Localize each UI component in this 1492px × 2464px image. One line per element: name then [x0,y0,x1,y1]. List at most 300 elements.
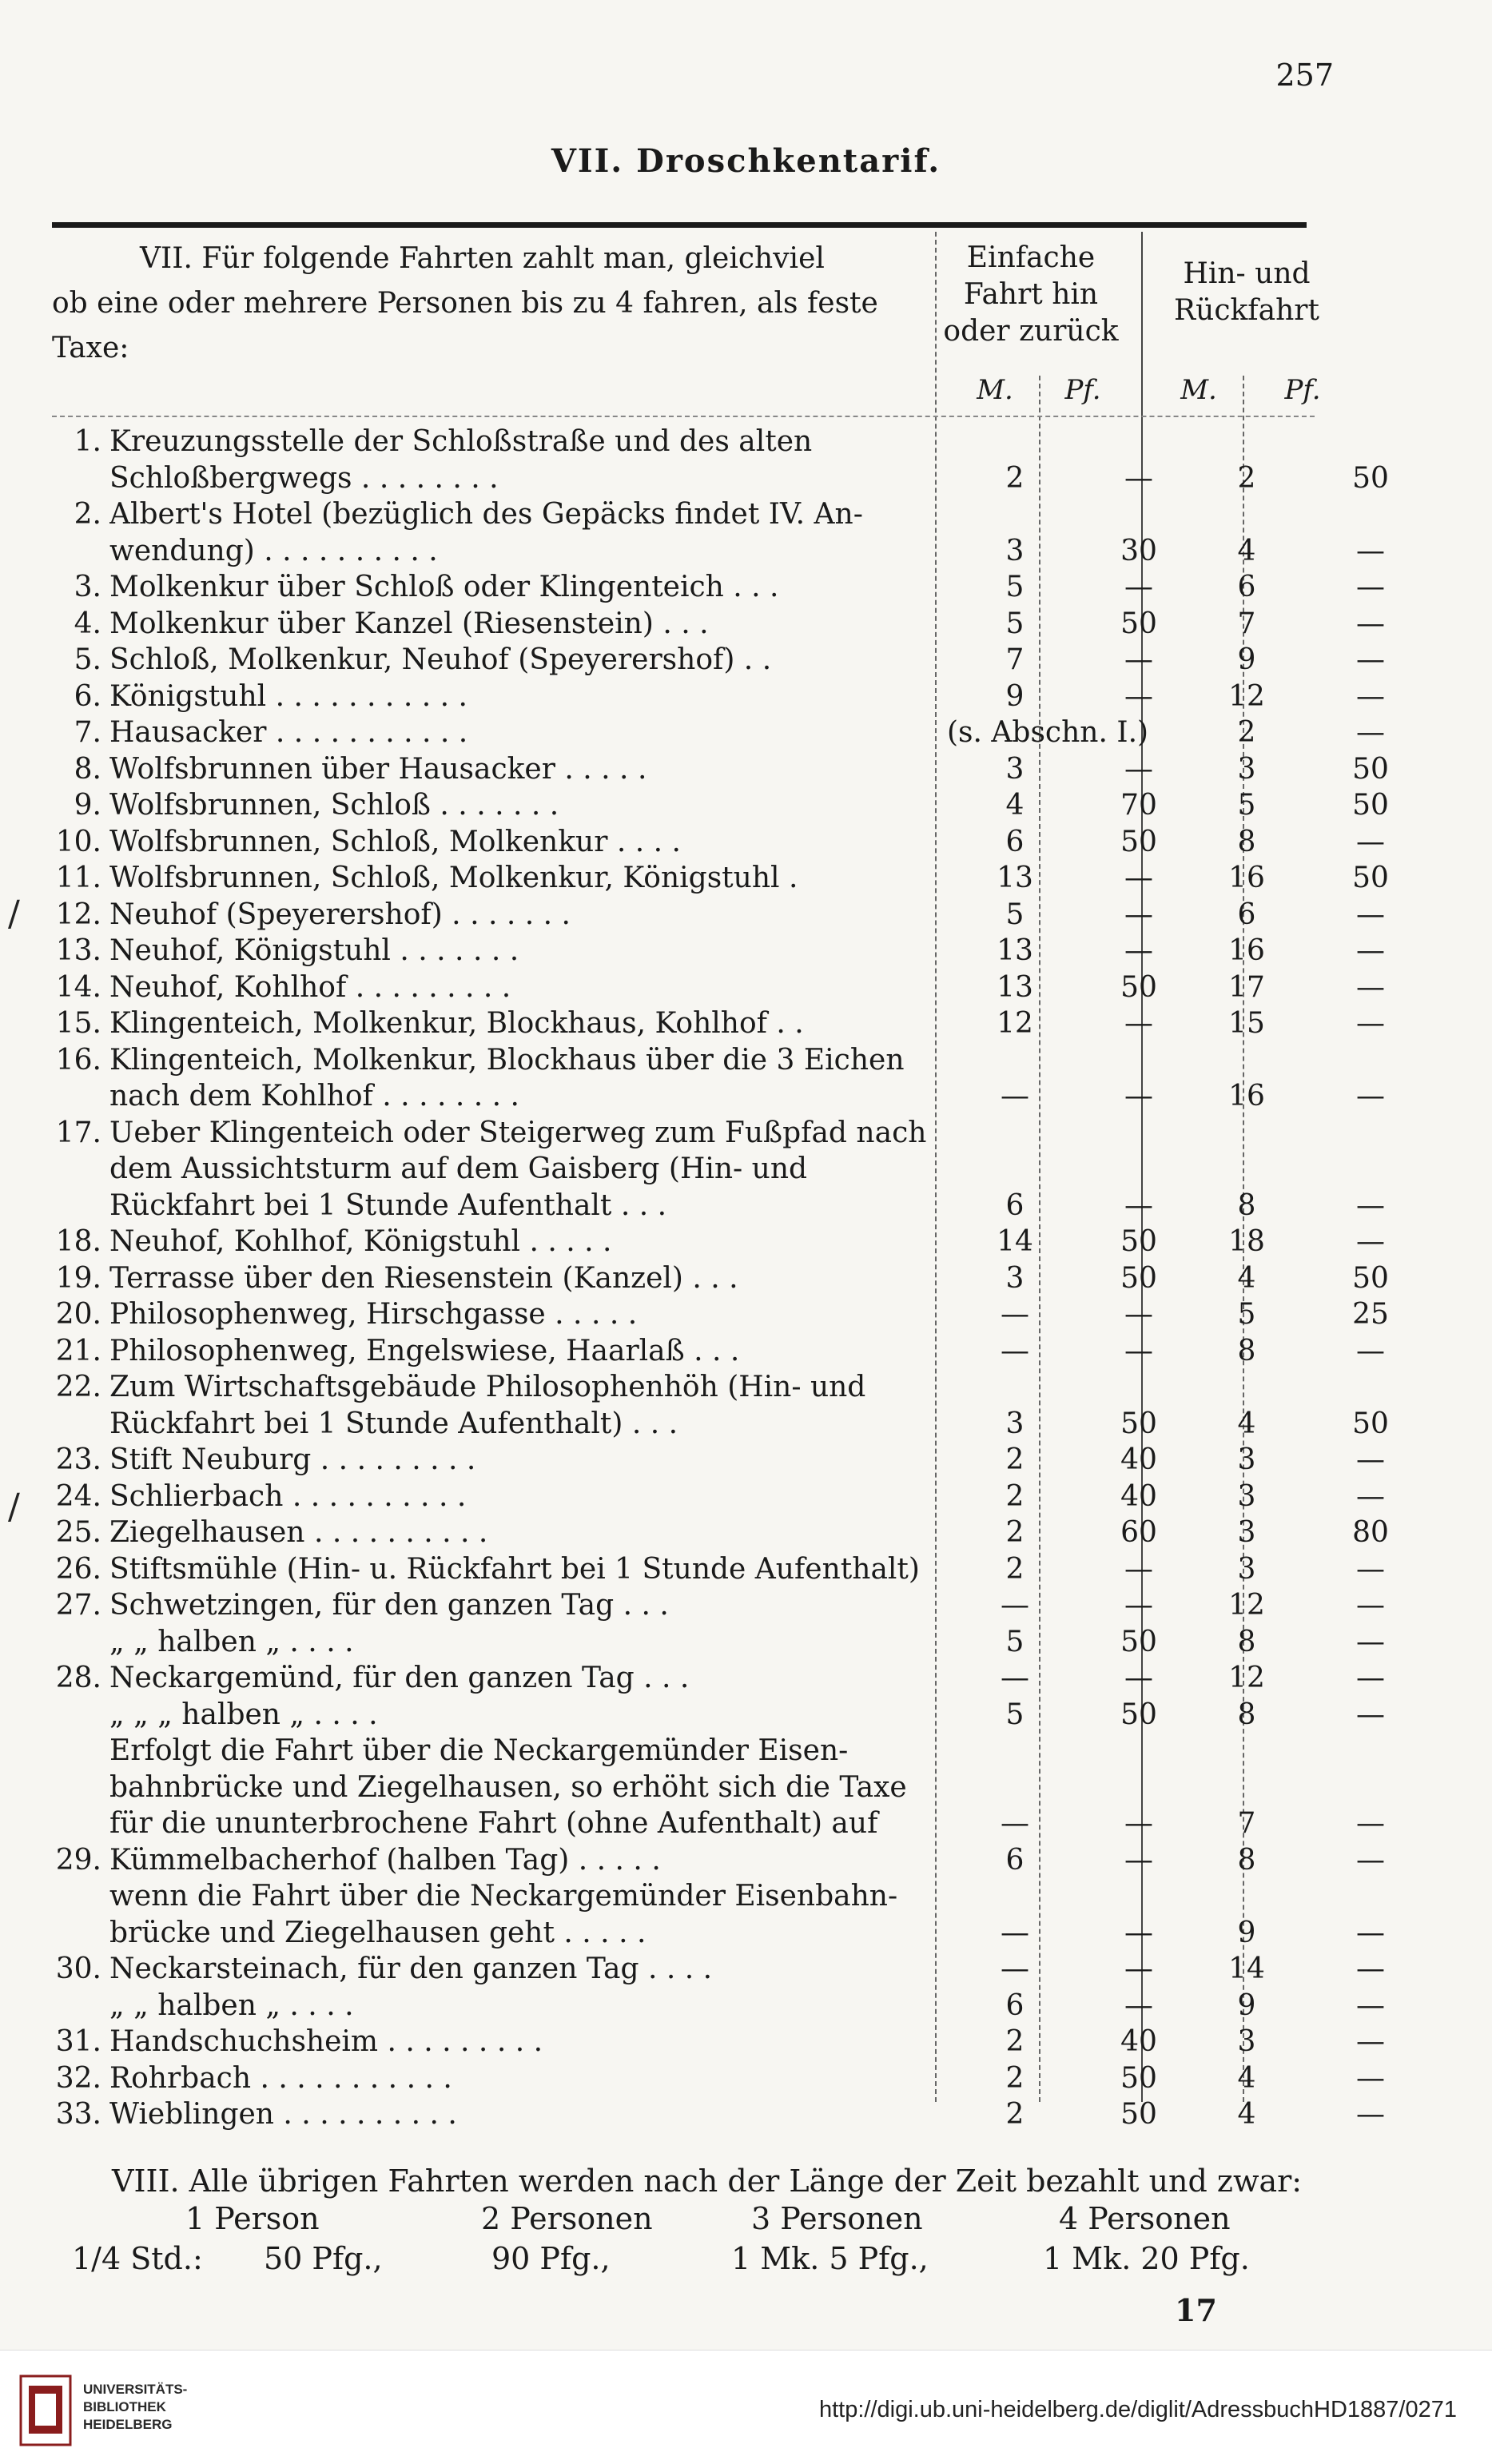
intro-line: ob eine oder mehrere Personen bis zu 4 fahren, als feste [52,287,878,320]
table-row [52,1479,1385,1515]
row-number: 29. [55,1843,101,1877]
row-destination [109,1224,957,1260]
row-number: 5. [74,643,101,676]
single-marks-cell: 2 [1005,2098,1025,2131]
row-text-line: Stift Neuburg . . . . . . . . . [109,1443,476,1476]
single-pfennig-cell: — [1124,1334,1153,1367]
row-number: 17. [55,1116,101,1149]
row-destination [109,1515,957,1551]
rate-value: 1 Mk. 20 Pfg. [1043,2241,1250,2276]
row-destination [109,1587,957,1624]
return-marks-cell: 4 [1237,534,1256,567]
return-pfennig-cell: — [1356,1080,1385,1113]
row-destination [109,1442,957,1479]
single-fare-header: Einfache Fahrt hin oder zurück [943,241,1119,348]
single-marks-cell: — [1001,1952,1029,1985]
single-marks-cell: 5 [1005,607,1025,640]
return-marks-cell: 16 [1228,862,1265,894]
row-number: 27. [55,1589,101,1622]
intro-paragraph [52,237,907,371]
return-marks-cell: 2 [1237,716,1256,749]
table-row [52,897,1385,933]
row-text-line: Hausacker . . . . . . . . . . . [109,716,468,749]
return-pfennig-cell: — [1356,643,1385,676]
row-text-line: nach dem Kohlhof . . . . . . . . [109,1080,519,1113]
table-row [52,2096,1385,2133]
row-text-line: brücke und Ziegelhausen geht . . . . . [109,1916,647,1949]
row-destination [109,2024,957,2060]
single-pfennig-cell: — [1124,1916,1153,1949]
row-number: 11. [55,862,101,894]
row-text-line: Rohrbach . . . . . . . . . . . [109,2061,452,2095]
single-marks-cell: — [1001,1298,1029,1331]
table-row [52,1515,1389,1551]
single-pfennig-cell: — [1124,1589,1153,1622]
return-marks-cell: 9 [1237,1916,1256,1949]
row-destination [109,1115,957,1224]
return-marks-cell: 9 [1237,1988,1256,2022]
row-text-line: Wieblingen . . . . . . . . . . [109,2098,457,2131]
single-marks-cell: — [1001,1334,1029,1367]
return-marks-cell: 12 [1228,1662,1265,1694]
row-text-line: Ziegelhausen . . . . . . . . . . [109,1516,488,1549]
source-url[interactable]: http://digi.ub.uni-heidelberg.de/diglit/AdressbuchHD1887/0271 [818,2397,1457,2422]
row-number: 24. [55,1479,101,1513]
row-number: 14. [55,970,101,1004]
page-number: 257 [1275,58,1334,93]
single-pfennig-cell: — [1124,1662,1153,1694]
single-pfennig-cell: — [1124,1807,1153,1840]
library-logo-icon [19,2374,72,2446]
return-marks-cell: 7 [1237,1807,1256,1840]
table-row [52,1369,1389,1442]
table-row [52,751,1389,788]
single-marks-cell: 9 [1005,679,1025,713]
fare-table [52,424,1389,2133]
table-row [52,2024,1385,2060]
row-text-line: Schwetzingen, für den ganzen Tag . . . [109,1589,669,1622]
row-text-line: Philosophenweg, Engelswiese, Haarlaß . . . [109,1334,740,1367]
return-marks-cell: 4 [1237,1407,1256,1440]
row-number: 19. [55,1261,101,1295]
row-text-line: Neuhof, Kohlhof, Königstuhl . . . . . [109,1225,612,1258]
row-number: 3. [74,571,101,603]
single-marks-cell: — [1001,1807,1029,1840]
table-row [52,1296,1389,1333]
table-row [52,1587,1385,1624]
single-pfennig-cell: 60 [1120,1516,1157,1549]
return-marks-cell: 12 [1228,679,1265,713]
unit-mark: M. [1180,374,1217,406]
return-marks-cell: 18 [1228,1225,1265,1258]
row-destination [109,1733,957,1842]
row-number: 1. [74,425,101,458]
table-row [52,1951,1385,1988]
single-pfennig-cell: 50 [1120,1225,1157,1258]
return-marks-cell: 8 [1237,1334,1256,1367]
row-number: 8. [74,752,101,786]
return-pfennig-cell: — [1356,607,1385,640]
row-text-line: Klingenteich, Molkenkur, Blockhaus, Kohlhof . . [109,1007,804,1040]
row-text-line: wenn die Fahrt über die Neckargemünder Eisenbahn- [109,1880,898,1913]
table-row [52,1224,1385,1260]
return-pfennig-cell: — [1356,1007,1385,1040]
row-text-line: Neckargemünd, für den ganzen Tag . . . [109,1662,690,1694]
row-number: 31. [55,2025,101,2058]
single-marks-cell: 2 [1005,1479,1025,1513]
row-text-line: Neuhof (Speyerershof) . . . . . . . [109,898,571,931]
return-pfennig-cell: — [1356,1334,1385,1367]
row-text-line: Ueber Klingenteich oder Steigerweg zum Fußpfad nach [109,1116,927,1149]
single-marks-cell: 6 [1005,1988,1025,2022]
return-pfennig-cell: 50 [1352,461,1389,495]
single-pfennig-cell: 50 [1120,1261,1157,1295]
single-pfennig-cell: — [1124,1007,1153,1040]
table-row [52,969,1385,1006]
rate-value: 1 Mk. 5 Pfg., [731,2241,929,2276]
row-destination [109,424,957,496]
intro-line: Taxe: [52,332,129,364]
table-row [52,1115,1385,1224]
table-row [52,1442,1385,1479]
row-text-line: Wolfsbrunnen, Schloß, Molkenkur . . . . [109,825,681,858]
row-text-line: Molkenkur über Kanzel (Riesenstein) . . . [109,607,709,640]
table-row [52,1697,1385,1734]
single-pfennig-cell: 40 [1120,2025,1157,2058]
row-text-line: bahnbrücke und Ziegelhausen, so erhöht sich die Taxe [109,1770,907,1804]
single-marks-cell: 2 [1005,2061,1025,2095]
return-pfennig-cell: — [1356,1988,1385,2022]
single-marks-cell: 13 [997,970,1033,1004]
unit-mark: M. [977,374,1013,406]
row-destination [109,1697,957,1734]
return-pfennig-cell: — [1356,1807,1385,1840]
row-text-line: Schloßbergwegs . . . . . . . . [109,461,499,495]
row-number: 16. [55,1043,101,1077]
return-marks-cell: 17 [1228,970,1265,1004]
row-destination [109,933,957,969]
table-row [52,1842,1385,1879]
margin-annotation: / [8,1487,20,1527]
return-pfennig-cell: — [1356,1443,1385,1476]
return-marks-cell: 5 [1237,789,1256,822]
table-row [52,1333,1385,1370]
row-text-line: wendung) . . . . . . . . . . [109,534,438,567]
single-marks-cell: 3 [1005,1407,1025,1440]
return-pfennig-cell: — [1356,2025,1385,2058]
row-destination [109,2096,957,2133]
return-fare-header: Hin- und Rückfahrt [1174,257,1319,327]
row-number: 33. [55,2098,101,2131]
rate-value: 50 Pfg., [264,2241,383,2276]
table-row [52,1878,1385,1951]
return-pfennig-cell: — [1356,716,1385,749]
table-row [52,2060,1385,2097]
row-destination [109,1333,957,1370]
row-number: 20. [55,1298,101,1331]
row-text-line: „ „ halben „ . . . . [109,1625,354,1658]
table-row [52,496,1385,569]
row-text-line: Rückfahrt bei 1 Stunde Aufenthalt) . . . [109,1407,678,1440]
return-pfennig-cell: 50 [1352,1261,1389,1295]
return-marks-cell: 8 [1237,1843,1256,1877]
return-pfennig-cell: — [1356,1662,1385,1694]
single-marks-cell: 4 [1005,789,1025,822]
rate-header: 4 Personen [1059,2201,1231,2236]
page-title: VII. Droschkentarif. [551,142,941,180]
single-pfennig-cell: 40 [1120,1443,1157,1476]
row-number: 15. [55,1007,101,1040]
return-marks-cell: 16 [1228,934,1265,967]
return-marks-cell: 8 [1237,1625,1256,1658]
return-pfennig-cell: — [1356,1625,1385,1658]
row-destination [109,1624,957,1661]
single-pfennig-cell: — [1124,1843,1153,1877]
single-marks-cell: 5 [1005,571,1025,603]
return-marks-cell: 7 [1237,607,1256,640]
row-text-line: Kreuzungsstelle der Schloßstraße und des alten [109,425,813,458]
return-marks-cell: 2 [1237,461,1256,495]
single-marks-cell: 6 [1005,825,1025,858]
return-pfennig-cell: 50 [1352,789,1389,822]
rate-header: 1 Person [185,2201,320,2236]
row-destination [109,860,957,897]
row-text-line: für die ununterbrochene Fahrt (ohne Aufenthalt) auf [109,1807,878,1840]
single-marks-cell: 2 [1005,2025,1025,2058]
return-marks-cell: 5 [1237,1298,1256,1331]
row-destination [109,1042,957,1115]
return-pfennig-cell: — [1356,2061,1385,2095]
return-pfennig-cell: — [1356,1479,1385,1513]
rate-label: 1/4 Std.: [72,2241,203,2276]
row-text-line: Wolfsbrunnen über Hausacker . . . . . [109,752,647,786]
row-destination [109,787,957,824]
row-text-line: Wolfsbrunnen, Schloß, Molkenkur, Königstuhl . [109,862,798,894]
table-row [52,1260,1389,1297]
row-text-line: Neuhof, Kohlhof . . . . . . . . . [109,970,511,1004]
row-text-line: Schlierbach . . . . . . . . . . [109,1479,467,1513]
row-number: 7. [74,716,101,749]
return-pfennig-cell: 25 [1352,1298,1389,1331]
return-marks-cell: 14 [1228,1952,1265,1985]
return-marks-cell: 4 [1237,1261,1256,1295]
row-text-line: Handschuchsheim . . . . . . . . . [109,2025,543,2058]
single-pfennig-cell: 50 [1120,970,1157,1004]
return-marks-cell: 3 [1237,1479,1256,1513]
single-marks-cell: — [1001,1589,1029,1622]
unit-pfennig: Pf. [1284,374,1321,406]
return-pfennig-cell: — [1356,934,1385,967]
single-pfennig-cell: — [1124,1188,1153,1222]
single-marks-cell: 6 [1005,1843,1025,1877]
return-marks-cell: 15 [1228,1007,1265,1040]
single-marks-cell: 12 [997,1007,1033,1040]
row-text-line: Klingenteich, Molkenkur, Blockhaus über die 3 Eichen [109,1043,905,1077]
single-pfennig-cell: 70 [1120,789,1157,822]
library-name: UNIVERSITÄTS- BIBLIOTHEK HEIDELBERG [83,2382,188,2432]
single-marks-cell: 3 [1005,534,1025,567]
return-marks-cell: 8 [1237,825,1256,858]
margin-annotation: / [8,894,20,934]
single-marks-cell: 2 [1005,1516,1025,1549]
row-number: 2. [74,498,101,531]
return-pfennig-cell: — [1356,679,1385,713]
single-pfennig-cell: 50 [1120,1407,1157,1440]
single-pfennig-cell: — [1124,752,1153,786]
return-pfennig-cell: — [1356,1552,1385,1586]
row-number: 13. [55,934,101,967]
row-destination [109,1878,957,1951]
return-pfennig-cell: — [1356,825,1385,858]
table-row [52,606,1385,643]
return-pfennig-cell: — [1356,1589,1385,1622]
table-row [52,1988,1385,2024]
row-number: 22. [55,1371,101,1403]
single-marks-cell: 2 [1005,1552,1025,1586]
single-pfennig-cell: — [1124,571,1153,603]
return-marks-cell: 4 [1237,2098,1256,2131]
row-destination [109,1296,957,1333]
row-destination [109,1988,957,2024]
single-marks-cell: 5 [1005,898,1025,931]
single-marks-cell: 5 [1005,1698,1025,1731]
row-number: 21. [55,1334,101,1367]
single-marks-cell: 5 [1005,1625,1025,1658]
rate-header: 3 Personen [751,2201,923,2236]
row-destination [109,1369,957,1442]
row-number: 12. [55,898,101,931]
return-marks-cell: 12 [1228,1589,1265,1622]
table-row [52,1042,1385,1115]
row-destination [109,1479,957,1515]
row-number: 28. [55,1662,101,1694]
return-marks-cell: 3 [1237,2025,1256,2058]
row-text-line: Philosophenweg, Hirschgasse . . . . . [109,1298,638,1331]
single-marks-cell: 2 [1005,1443,1025,1476]
table-row [52,1551,1385,1588]
row-text-line: dem Aussichtsturm auf dem Gaisberg (Hin- und [109,1152,808,1185]
single-marks-cell: 13 [997,934,1033,967]
row-number: 30. [55,1952,101,1985]
single-pfennig-cell: 50 [1120,825,1157,858]
single-pfennig-cell: 50 [1120,1625,1157,1658]
row-text-line: Königstuhl . . . . . . . . . . . [109,679,467,713]
return-marks-cell: 9 [1237,643,1256,676]
single-marks-cell: 13 [997,862,1033,894]
single-marks-cell: 2 [1005,461,1025,495]
single-marks-cell: 3 [1005,1261,1025,1295]
footer-bar [0,2350,1492,2464]
table-row [52,1660,1385,1697]
single-pfennig-cell: — [1124,1298,1153,1331]
row-text-line: Neckarsteinach, für den ganzen Tag . . . . [109,1952,713,1985]
single-pfennig-cell: — [1124,1988,1153,2022]
row-destination [109,897,957,933]
return-pfennig-cell: — [1356,1188,1385,1222]
single-marks-cell: 3 [1005,752,1025,786]
row-destination [109,751,957,788]
row-text-line: Terrasse über den Riesenstein (Kanzel) . . . [109,1261,738,1295]
return-marks-cell: 6 [1237,571,1256,603]
return-pfennig-cell: — [1356,1843,1385,1877]
return-pfennig-cell: — [1356,970,1385,1004]
single-pfennig-cell: — [1124,898,1153,931]
row-destination [109,1005,957,1042]
title-rule [52,222,1307,228]
single-pfennig-cell: 30 [1120,534,1157,567]
single-pfennig-cell: — [1124,1080,1153,1113]
row-destination [109,969,957,1006]
return-pfennig-cell: 50 [1352,862,1389,894]
return-pfennig-cell: — [1356,1916,1385,1949]
return-pfennig-cell: — [1356,2098,1385,2131]
intro-line: VII. Für folgende Fahrten zahlt man, gleichviel [140,242,825,275]
row-text-line: Wolfsbrunnen, Schloß . . . . . . . [109,789,559,822]
row-destination [109,1951,957,1988]
row-number: 26. [55,1552,101,1586]
return-pfennig-cell: — [1356,534,1385,567]
single-pfennig-cell: 50 [1120,2061,1157,2095]
rate-header: 2 Personen [481,2201,653,2236]
row-number: 9. [74,789,101,822]
row-text-line: Rückfahrt bei 1 Stunde Aufenthalt . . . [109,1188,667,1222]
return-pfennig-cell: — [1356,1952,1385,1985]
return-marks-cell: 6 [1237,898,1256,931]
single-marks-cell: 7 [1005,643,1025,676]
row-number: 4. [74,607,101,640]
return-marks-cell: 4 [1237,2061,1256,2095]
row-destination [109,715,957,751]
return-marks-cell: 3 [1237,1552,1256,1586]
table-row [52,715,1385,751]
single-marks-cell: — [1001,1080,1029,1113]
single-marks-cell: 6 [1005,1188,1025,1222]
header-divider [52,416,1315,417]
single-marks-cell: — [1001,1662,1029,1694]
row-destination [109,679,957,715]
row-destination [109,496,957,569]
single-marks-cell: (s. Abschn. I.) [947,716,1149,749]
single-pfennig-cell: 50 [1120,1698,1157,1731]
row-number: 18. [55,1225,101,1258]
single-pfennig-cell: 50 [1120,607,1157,640]
return-marks-cell: 8 [1237,1698,1256,1731]
row-destination [109,569,957,606]
row-destination [109,1260,957,1297]
single-pfennig-cell: — [1124,461,1153,495]
table-row [52,860,1389,897]
row-destination [109,1660,957,1697]
single-pfennig-cell: 40 [1120,1479,1157,1513]
table-row [52,569,1385,606]
row-text-line: Schloß, Molkenkur, Neuhof (Speyerershof) . . [109,643,772,676]
return-marks-cell: 3 [1237,752,1256,786]
row-destination [109,824,957,861]
row-destination [109,606,957,643]
section-viii-text: VIII. Alle übrigen Fahrten werden nach der Länge der Zeit bezahlt und zwar: [112,2163,1303,2199]
row-text-line: Erfolgt die Fahrt über die Neckargemünder Eisen- [109,1734,849,1767]
row-text-line: Albert's Hotel (bezüglich des Gepäcks findet IV. An- [109,498,863,531]
row-text-line: Zum Wirtschaftsgebäude Philosophenhöh (Hin- und [109,1371,866,1403]
row-text-line: „ „ halben „ . . . . [109,1988,354,2022]
single-pfennig-cell: — [1124,643,1153,676]
return-pfennig-cell: — [1356,571,1385,603]
row-number: 25. [55,1516,101,1549]
row-number: 6. [74,679,101,713]
single-pfennig-cell: — [1124,862,1153,894]
table-row [52,787,1389,824]
table-row [52,824,1385,861]
